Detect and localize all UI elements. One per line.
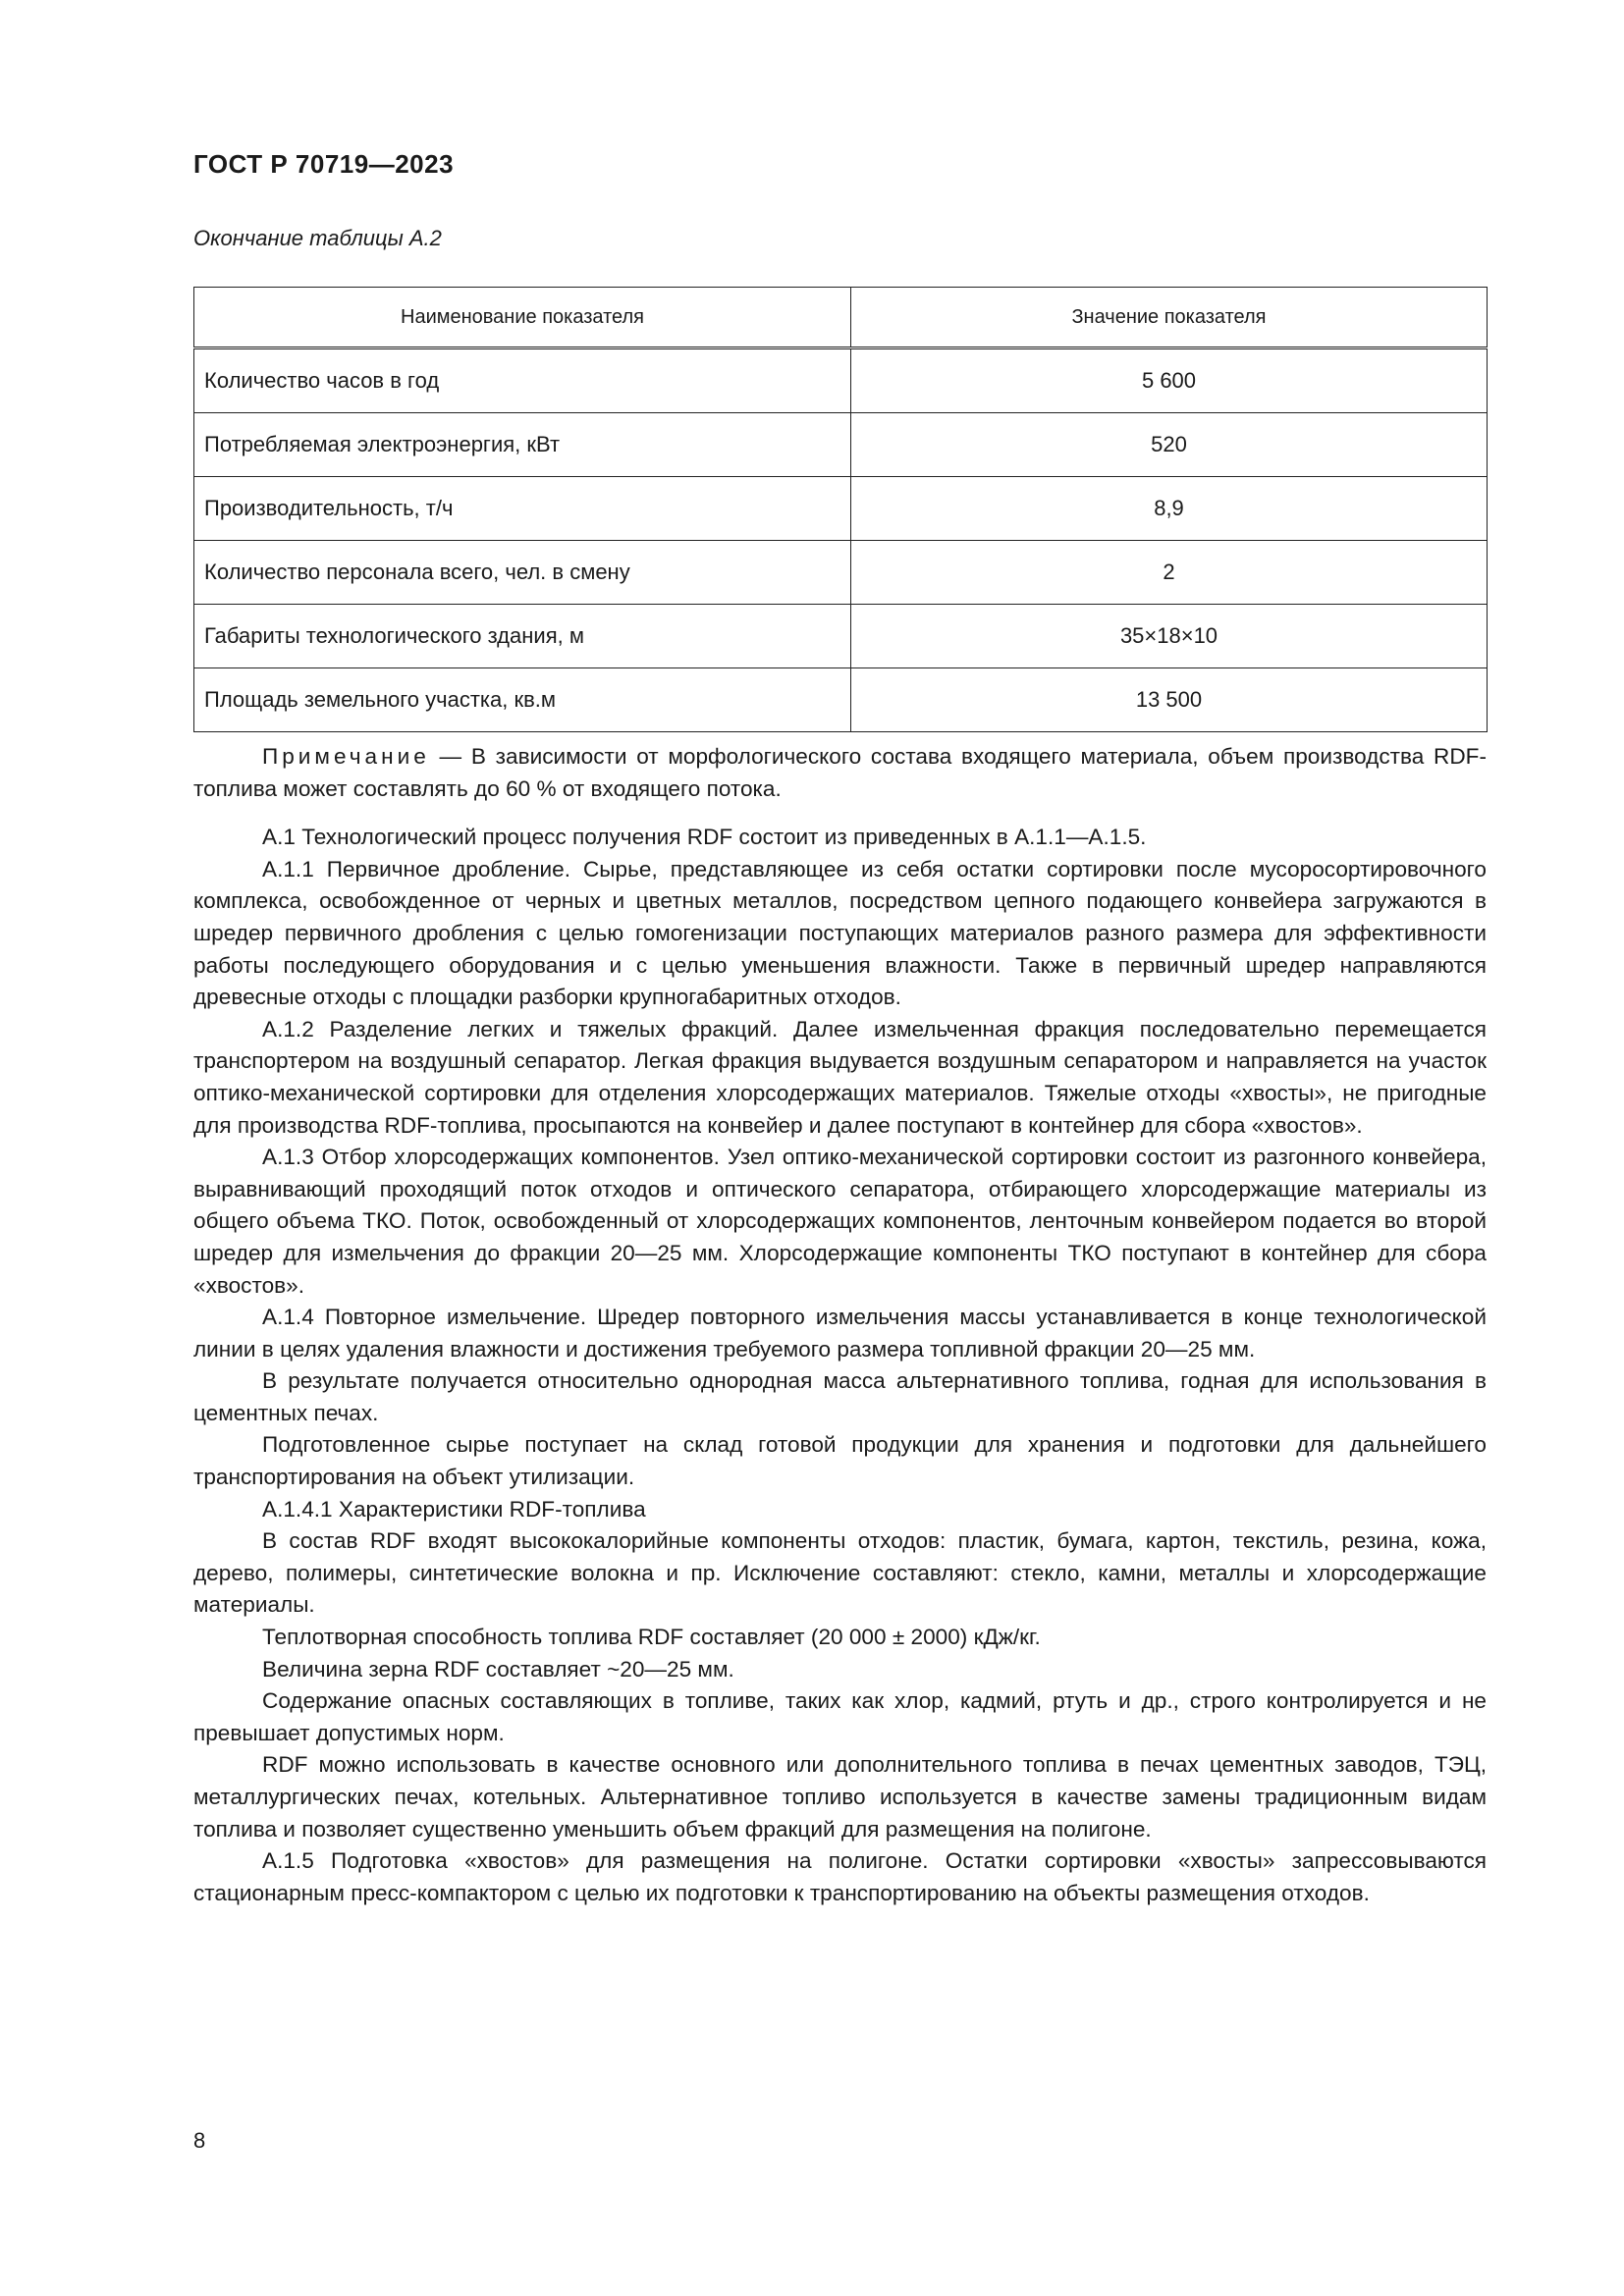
row-name-cell: Производительность, т/ч <box>194 477 851 541</box>
table-caption: Окончание таблицы А.2 <box>193 226 442 250</box>
row-value-cell: 2 <box>851 541 1488 605</box>
row-name-cell: Количество персонала всего, чел. в смену <box>194 541 851 605</box>
paragraph-a1-4: А.1.4 Повторное измельчение. Шредер повторного измельчения массы устанавливается в конце технологической линии в целях удаления влажности и достижения требуемого размера топливной фракции 20—25 мм. <box>193 1305 1487 1362</box>
row-name-cell: Количество часов в год <box>194 348 851 413</box>
note-label: Примечание <box>262 744 430 769</box>
paragraph-a1-3: А.1.3 Отбор хлорсодержащих компонентов. Узел оптико-механической сортировки состоит из разгонного конвейера, выравнивающий проходящий поток отходов и оптического сепаратора, отбирающего хлорсодержащие материалы из общего объема ТКО. Поток, освобожденный от хлорсодержащих компонентов, ленточным конвейером подается во второй шредер для измельчения до фракции 20—25 мм. Хлорсодержащие компоненты ТКО поступают в контейнер для сбора «хвостов». <box>193 1145 1487 1298</box>
paragraph-grain-size: Величина зерна RDF составляет ~20—25 мм. <box>262 1656 734 1682</box>
paragraph-storage: Подготовленное сырье поступает на склад готовой продукции для хранения и подготовки для дальнейшего транспортирования на объект утилизации. <box>193 1432 1487 1490</box>
paragraph-a1-5: А.1.5 Подготовка «хвостов» для размещения на полигоне. Остатки сортировки «хвосты» запрессовываются стационарным пресс-компактором с целью их подготовки к транспортированию на объекты размещения отходов. <box>193 1848 1487 1905</box>
row-value-cell: 35×18×10 <box>851 605 1488 668</box>
table-row <box>194 413 1488 477</box>
column-header-name: Наименование показателя <box>194 288 851 348</box>
paragraph-result: В результате получается относительно однородная масса альтернативного топлива, годная для использования в цементных печах. <box>193 1368 1487 1425</box>
table-header-row <box>194 288 1488 348</box>
paragraph-a1-2: А.1.2 Разделение легких и тяжелых фракций. Далее измельченная фракция последовательно перемещается транспортером на воздушный сепаратор. Легкая фракция выдувается воздушным сепаратором и направляется на участок оптико-механической сортировки для отделения хлорсодержащих материалов. Тяжелые отходы «хвосты», не пригодные для производства RDF-топлива, просыпаются на конвейер и далее поступают в контейнер для сбора «хвостов». <box>193 1016 1487 1138</box>
table-note <box>193 741 1487 805</box>
page-number: 8 <box>193 2128 206 2153</box>
paragraph-a1-1: А.1.1 Первичное дробление. Сырье, представляющее из себя остатки сортировки после мусоросортировочного комплекса, освобожденное от черных и цветных металлов, посредством цепного подающего конвейера загружаются в шредер первичного дробления с целью гомогенизации поступающих материалов разного размера для эффективности работы последующего оборудования и с целью уменьшения влажности. Также в первичный шредер направляются древесные отходы с площадки разборки крупногабаритных отходов. <box>193 856 1487 1010</box>
document-number-header: ГОСТ Р 70719—2023 <box>193 149 455 179</box>
column-header-value: Значение показателя <box>851 288 1488 348</box>
paragraph-usage: RDF можно использовать в качестве основного или дополнительного топлива в печах цементных заводов, ТЭЦ, металлургических печах, котельных. Альтернативное топливо используется в качестве замены традиционным видам топлива и позволяет существенно уменьшить объем фракций для размещения на полигоне. <box>193 1752 1487 1842</box>
paragraph-a1: А.1 Технологический процесс получения RDF состоит из приведенных в А.1.1—А.1.5. <box>262 825 1147 850</box>
row-value-cell: 13 500 <box>851 668 1488 732</box>
paragraph-heat-value: Теплотворная способность топлива RDF составляет (20 000 ± 2000) кДж/кг. <box>262 1625 1041 1650</box>
paragraph-a1-4-1-heading: А.1.4.1 Характеристики RDF-топлива <box>262 1496 646 1522</box>
row-name-cell: Габариты технологического здания, м <box>194 605 851 668</box>
table-row <box>194 605 1488 668</box>
row-name-cell: Площадь земельного участка, кв.м <box>194 668 851 732</box>
table-row <box>194 541 1488 605</box>
row-value-cell: 520 <box>851 413 1488 477</box>
indicators-table <box>193 287 1488 732</box>
table-row <box>194 477 1488 541</box>
paragraph-hazardous: Содержание опасных составляющих в топливе, таких как хлор, кадмий, ртуть и др., строго контролируется и не превышает допустимых норм. <box>193 1688 1487 1745</box>
paragraph-composition: В состав RDF входят высококалорийные компоненты отходов: пластик, бумага, картон, текстиль, резина, кожа, дерево, полимеры, синтетические волокна и пр. Исключение составляют: стекло, камни, металлы и хлорсодержащие материалы. <box>193 1528 1487 1618</box>
table-row <box>194 668 1488 732</box>
row-value-cell: 8,9 <box>851 477 1488 541</box>
body-text <box>193 741 1487 1909</box>
row-value-cell: 5 600 <box>851 348 1488 413</box>
note-text: — В зависимости от морфологического состава входящего материала, объем производства RDF-топлива может составлять до 60 % от входящего потока. <box>193 744 1487 801</box>
table-row <box>194 348 1488 413</box>
row-name-cell: Потребляемая электроэнергия, кВт <box>194 413 851 477</box>
